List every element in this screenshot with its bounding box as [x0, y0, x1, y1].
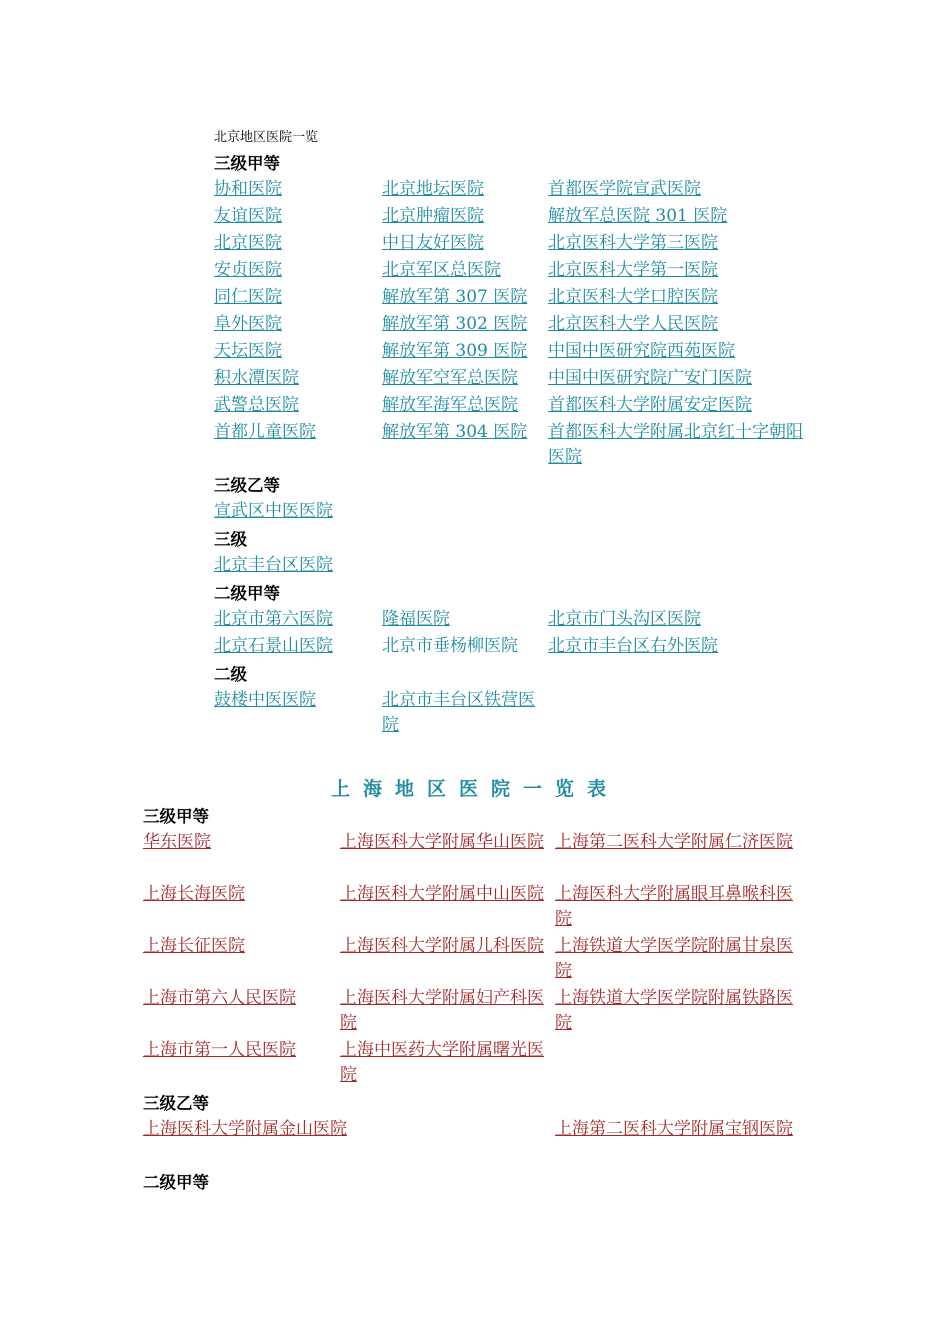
category-heading: 二级甲等 — [214, 584, 280, 603]
hospital-grid — [214, 607, 814, 661]
hospital-link[interactable]: 北京医科大学人民医院 — [548, 314, 718, 334]
hospital-link[interactable]: 北京市第六医院 — [214, 609, 333, 629]
hospital-link[interactable]: 上海医科大学附属儿科医院 — [340, 936, 544, 956]
hospital-link[interactable]: 上海铁道大学医学院附属甘泉医院 — [555, 936, 793, 981]
category-heading: 三级乙等 — [214, 476, 280, 495]
hospital-link[interactable]: 首都医科大学附属安定医院 — [548, 395, 752, 415]
hospital-link[interactable]: 上海长征医院 — [143, 936, 245, 956]
beijing-title: 北京地区医院一览 — [214, 130, 319, 145]
hospital-link[interactable]: 上海医科大学附属中山医院 — [340, 884, 544, 904]
hospital-link[interactable]: 解放军第 302 医院 — [382, 314, 528, 334]
hospital-link[interactable]: 北京医科大学第一医院 — [548, 260, 718, 280]
hospital-link[interactable]: 北京石景山医院 — [214, 636, 333, 656]
hospital-link[interactable]: 中国中医研究院广安门医院 — [548, 368, 752, 388]
hospital-link[interactable]: 北京市丰台区铁营医院 — [382, 690, 535, 735]
category-heading: 二级甲等 — [143, 1173, 209, 1192]
hospital-grid — [214, 499, 814, 526]
hospital-link[interactable]: 天坛医院 — [214, 341, 282, 361]
hospital-link[interactable]: 解放军第 307 医院 — [382, 287, 528, 307]
hospital-link[interactable]: 鼓楼中医医院 — [214, 690, 316, 710]
beijing-section — [214, 128, 814, 740]
hospital-link[interactable]: 上海医科大学附属金山医院 — [143, 1119, 347, 1139]
hospital-link[interactable]: 中国中医研究院西苑医院 — [548, 341, 735, 361]
hospital-link[interactable]: 友谊医院 — [214, 206, 282, 226]
hospital-link[interactable]: 解放军海军总医院 — [382, 395, 518, 415]
hospital-link[interactable]: 阜外医院 — [214, 314, 282, 334]
hospital-grid — [143, 830, 793, 1090]
hospital-link[interactable]: 首都医学院宣武医院 — [548, 179, 701, 199]
hospital-link[interactable]: 北京市门头沟区医院 — [548, 609, 701, 629]
hospital-grid — [214, 553, 814, 580]
hospital-grid — [214, 177, 814, 472]
hospital-link[interactable]: 北京军区总医院 — [382, 260, 501, 280]
hospital-link[interactable]: 上海市第一人民医院 — [143, 1040, 296, 1060]
category-heading: 三级乙等 — [143, 1094, 209, 1113]
hospital-link[interactable]: 上海铁道大学医学院附属铁路医院 — [555, 988, 793, 1033]
hospital-link[interactable]: 北京市丰台区右外医院 — [548, 636, 718, 656]
hospital-link[interactable]: 北京丰台区医院 — [214, 555, 333, 575]
hospital-link[interactable]: 上海市第六人民医院 — [143, 988, 296, 1008]
hospital-link[interactable]: 首都医科大学附属北京红十字朝阳医院 — [548, 422, 803, 467]
hospital-grid — [143, 1117, 793, 1169]
category-heading: 三级甲等 — [143, 807, 209, 826]
hospital-link[interactable]: 解放军总医院 301 医院 — [548, 206, 728, 226]
hospital-link[interactable]: 上海长海医院 — [143, 884, 245, 904]
hospital-link[interactable]: 协和医院 — [214, 179, 282, 199]
hospital-link[interactable]: 宣武区中医医院 — [214, 501, 333, 521]
category-heading: 三级甲等 — [214, 154, 280, 173]
hospital-link[interactable]: 北京肿瘤医院 — [382, 206, 484, 226]
hospital-link[interactable]: 解放军空军总医院 — [382, 368, 518, 388]
hospital-name: 北京市垂杨柳医院 — [382, 636, 518, 656]
hospital-link[interactable]: 上海第二医科大学附属仁济医院 — [555, 832, 793, 852]
hospital-link[interactable]: 上海医科大学附属妇产科医院 — [340, 988, 544, 1033]
hospital-link[interactable]: 武警总医院 — [214, 395, 299, 415]
hospital-link[interactable]: 解放军第 309 医院 — [382, 341, 528, 361]
hospital-link[interactable]: 积水潭医院 — [214, 368, 299, 388]
hospital-link[interactable]: 首都儿童医院 — [214, 422, 316, 442]
hospital-link[interactable]: 上海第二医科大学附属宝钢医院 — [555, 1119, 793, 1139]
hospital-link[interactable]: 上海医科大学附属华山医院 — [340, 832, 544, 852]
hospital-grid — [214, 688, 814, 740]
hospital-link[interactable]: 隆福医院 — [382, 609, 450, 629]
category-heading: 三级 — [214, 530, 247, 549]
hospital-link[interactable]: 上海医科大学附属眼耳鼻喉科医院 — [555, 884, 793, 929]
hospital-link[interactable]: 北京医科大学第三医院 — [548, 233, 718, 253]
hospital-link[interactable]: 上海中医药大学附属曙光医院 — [340, 1040, 544, 1085]
hospital-link[interactable]: 北京地坛医院 — [382, 179, 484, 199]
hospital-link[interactable]: 北京医院 — [214, 233, 282, 253]
hospital-link[interactable]: 安贞医院 — [214, 260, 282, 280]
hospital-link[interactable]: 北京医科大学口腔医院 — [548, 287, 718, 307]
hospital-link[interactable]: 解放军第 304 医院 — [382, 422, 528, 442]
shanghai-section — [143, 803, 793, 1196]
category-heading: 二级 — [214, 665, 247, 684]
hospital-link[interactable]: 同仁医院 — [214, 287, 282, 307]
shanghai-title: 上海地区医院一览表 — [330, 778, 619, 800]
hospital-link[interactable]: 华东医院 — [143, 832, 211, 852]
hospital-link[interactable]: 中日友好医院 — [382, 233, 484, 253]
